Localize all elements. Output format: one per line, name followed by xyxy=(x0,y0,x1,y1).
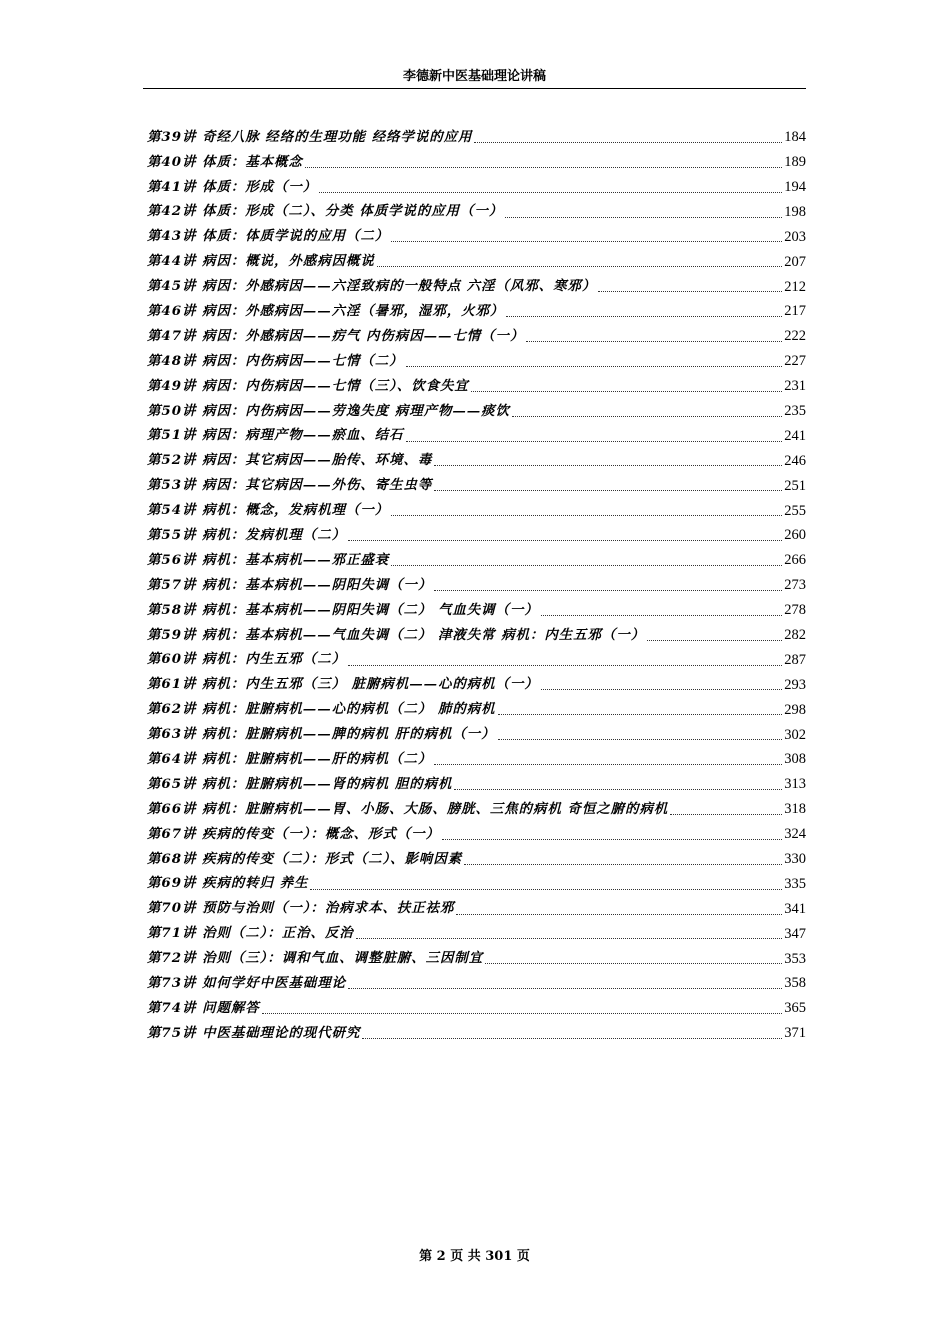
toc-dot-leader xyxy=(406,366,783,367)
toc-entry-title: 第39讲 奇经八脉 经络的生理功能 经络学说的应用 xyxy=(147,128,473,145)
toc-entry-page: 260 xyxy=(784,527,806,544)
toc-entry[interactable] xyxy=(147,697,806,722)
page-footer: 第 2 页 共 301 页 xyxy=(419,1249,530,1264)
toc-dot-leader xyxy=(471,391,782,392)
page-header: 李德新中医基础理论讲稿 xyxy=(402,69,546,84)
toc-entry-page: 255 xyxy=(784,502,806,519)
toc-dot-leader xyxy=(670,814,782,815)
toc-entry-title: 第66讲 病机：脏腑病机——胃、小肠、大肠、膀胱、三焦的病机 奇恒之腑的病机 xyxy=(147,800,669,817)
toc-entry-title: 第42讲 体质：形成（二）、分类 体质学说的应用（一） xyxy=(147,203,504,220)
toc-dot-leader xyxy=(598,291,782,292)
toc-dot-leader xyxy=(506,316,782,317)
toc-entry-page: 298 xyxy=(784,701,806,718)
toc-entry-page: 251 xyxy=(784,477,806,494)
toc-entry-page: 198 xyxy=(784,203,806,220)
toc-entry[interactable] xyxy=(147,175,806,200)
toc-entry-title: 第67讲 疾病的传变（一）：概念、形式（一） xyxy=(147,825,441,842)
toc-entry[interactable] xyxy=(147,200,806,225)
toc-entry-title: 第44讲 病因：概说，外感病因概说 xyxy=(147,253,375,270)
toc-entry-page: 194 xyxy=(784,178,806,195)
table-of-contents xyxy=(147,125,806,1046)
toc-entry-title: 第58讲 病机：基本病机——阴阳失调（二） 气血失调（一） xyxy=(147,601,539,618)
toc-entry-title: 第60讲 病机：内生五邪（二） xyxy=(147,651,346,668)
toc-dot-leader xyxy=(391,515,782,516)
toc-entry[interactable] xyxy=(147,996,806,1021)
toc-entry-page: 330 xyxy=(784,851,806,868)
toc-entry[interactable] xyxy=(147,797,806,822)
toc-entry-page: 203 xyxy=(784,228,806,245)
toc-entry-page: 308 xyxy=(784,751,806,768)
toc-entry[interactable] xyxy=(147,648,806,673)
toc-entry[interactable] xyxy=(147,399,806,424)
toc-entry[interactable] xyxy=(147,897,806,922)
toc-entry-page: 241 xyxy=(784,427,806,444)
toc-entry[interactable] xyxy=(147,424,806,449)
toc-entry-title: 第62讲 病机：脏腑病机——心的病机（二） 肺的病机 xyxy=(147,701,496,718)
toc-entry[interactable] xyxy=(147,498,806,523)
toc-entry-title: 第52讲 病因：其它病因——胎传、环境、毒 xyxy=(147,452,433,469)
toc-entry-page: 365 xyxy=(784,1000,806,1017)
toc-entry[interactable] xyxy=(147,922,806,947)
toc-entry-page: 212 xyxy=(784,278,806,295)
toc-entry[interactable] xyxy=(147,573,806,598)
toc-entry-title: 第45讲 病因：外感病因——六淫致病的一般特点 六淫（风邪、寒邪） xyxy=(147,278,597,295)
toc-entry[interactable] xyxy=(147,772,806,797)
toc-dot-leader xyxy=(647,640,782,641)
toc-entry[interactable] xyxy=(147,872,806,897)
toc-entry-page: 184 xyxy=(784,129,806,146)
toc-entry-page: 231 xyxy=(784,378,806,395)
toc-entry-page: 302 xyxy=(784,726,806,743)
toc-dot-leader xyxy=(356,938,783,939)
toc-entry-title: 第54讲 病机：概念，发病机理（一） xyxy=(147,502,390,519)
toc-dot-leader xyxy=(391,241,782,242)
toc-entry[interactable] xyxy=(147,274,806,299)
toc-entry-title: 第41讲 体质：形成（一） xyxy=(147,178,318,195)
toc-entry-page: 347 xyxy=(784,925,806,942)
toc-entry[interactable] xyxy=(147,125,806,150)
toc-entry-title: 第72讲 治则（三）：调和气血、调整脏腑、三因制宜 xyxy=(147,950,484,967)
toc-entry[interactable] xyxy=(147,548,806,573)
toc-dot-leader xyxy=(362,1038,782,1039)
toc-dot-leader xyxy=(456,914,782,915)
toc-entry-page: 207 xyxy=(784,253,806,270)
toc-dot-leader xyxy=(434,764,782,765)
toc-dot-leader xyxy=(474,142,782,143)
toc-entry[interactable] xyxy=(147,847,806,872)
toc-entry-title: 第64讲 病机：脏腑病机——肝的病机（二） xyxy=(147,751,433,767)
toc-entry[interactable] xyxy=(147,747,806,772)
toc-dot-leader xyxy=(391,565,782,566)
toc-entry-title: 第74讲 问题解答 xyxy=(147,999,260,1016)
toc-entry-title: 第40讲 体质：基本概念 xyxy=(147,153,303,170)
toc-dot-leader xyxy=(505,217,782,218)
toc-entry-page: 282 xyxy=(784,627,806,643)
toc-dot-leader xyxy=(485,963,782,964)
header-divider xyxy=(143,88,806,89)
toc-entry-title: 第73讲 如何学好中医基础理论 xyxy=(147,975,346,992)
toc-entry-page: 266 xyxy=(784,552,806,569)
toc-entry-title: 第70讲 预防与治则（一）：治病求本、扶正祛邪 xyxy=(147,900,455,917)
toc-entry-page: 358 xyxy=(784,975,806,992)
toc-entry[interactable] xyxy=(147,971,806,996)
toc-entry[interactable] xyxy=(147,249,806,274)
toc-entry-page: 353 xyxy=(784,950,806,967)
toc-entry-page: 235 xyxy=(784,402,806,419)
toc-entry[interactable] xyxy=(147,374,806,399)
toc-dot-leader xyxy=(377,266,782,267)
toc-entry-page: 371 xyxy=(784,1025,806,1042)
toc-entry-title: 第57讲 病机：基本病机——阴阳失调（一） xyxy=(147,576,433,593)
toc-entry[interactable] xyxy=(147,623,806,648)
toc-entry-title: 第65讲 病机：脏腑病机——肾的病机 胆的病机 xyxy=(147,775,453,792)
toc-entry[interactable] xyxy=(147,946,806,971)
toc-dot-leader xyxy=(319,192,782,193)
toc-entry-page: 227 xyxy=(784,353,806,370)
toc-entry-page: 341 xyxy=(784,900,806,917)
toc-dot-leader xyxy=(512,416,782,417)
toc-entry-title: 第46讲 病因：外感病因——六淫（暑邪，湿邪，火邪） xyxy=(147,302,505,319)
toc-dot-leader xyxy=(262,1013,783,1014)
toc-entry-page: 222 xyxy=(784,328,806,345)
toc-entry[interactable] xyxy=(147,1021,806,1046)
toc-entry-title: 第49讲 病因：内伤病因——七情（三）、饮食失宜 xyxy=(147,377,469,394)
toc-dot-leader xyxy=(305,167,782,168)
toc-entry-title: 第53讲 病因：其它病因——外伤、寄生虫等 xyxy=(147,477,433,494)
toc-dot-leader xyxy=(348,988,782,989)
toc-entry-title: 第59讲 病机：基本病机——气血失调（二） 津液失常 病机：内生五邪（一） xyxy=(147,626,646,643)
toc-entry-title: 第71讲 治则（二）：正治、反治 xyxy=(147,925,354,942)
toc-entry-title: 第55讲 病机：发病机理（二） xyxy=(147,526,346,543)
toc-entry-page: 324 xyxy=(784,826,806,843)
toc-entry-title: 第47讲 病因：外感病因——疠气 内伤病因——七情（一） xyxy=(147,327,525,344)
toc-entry-page: 278 xyxy=(784,602,806,619)
toc-entry-page: 293 xyxy=(784,676,806,693)
toc-entry-title: 第61讲 病机：内生五邪（三） 脏腑病机——心的病机（一） xyxy=(147,676,539,693)
toc-entry[interactable] xyxy=(147,324,806,349)
toc-dot-leader xyxy=(498,714,783,715)
toc-entry[interactable] xyxy=(147,299,806,324)
toc-dot-leader xyxy=(348,540,782,541)
toc-entry[interactable] xyxy=(147,673,806,698)
toc-dot-leader xyxy=(442,839,782,840)
toc-entry-title: 第68讲 疾病的传变（二）：形式（二）、影响因素 xyxy=(147,850,463,867)
toc-dot-leader xyxy=(406,441,783,442)
toc-entry-page: 287 xyxy=(784,651,806,668)
toc-entry[interactable] xyxy=(147,722,806,747)
toc-entry-page: 318 xyxy=(784,801,806,818)
toc-entry-page: 273 xyxy=(784,577,806,594)
toc-entry[interactable] xyxy=(147,473,806,498)
toc-entry-title: 第50讲 病因：内伤病因——劳逸失度 病理产物——痰饮 xyxy=(147,402,510,419)
toc-dot-leader xyxy=(526,341,782,342)
toc-entry-page: 217 xyxy=(784,303,806,320)
toc-dot-leader xyxy=(434,465,782,466)
toc-dot-leader xyxy=(434,490,782,491)
toc-entry[interactable] xyxy=(147,150,806,175)
toc-entry-page: 189 xyxy=(784,154,806,171)
toc-dot-leader xyxy=(541,615,783,616)
toc-dot-leader xyxy=(434,590,782,591)
toc-dot-leader xyxy=(454,789,782,790)
toc-entry-title: 第63讲 病机：脏腑病机——脾的病机 肝的病机（一） xyxy=(147,726,496,743)
toc-dot-leader xyxy=(498,739,783,740)
toc-entry-title: 第43讲 体质：体质学说的应用（二） xyxy=(147,228,390,245)
toc-entry-title: 第48讲 病因：内伤病因——七情（二） xyxy=(147,352,404,369)
toc-entry[interactable] xyxy=(147,523,806,548)
toc-entry[interactable] xyxy=(147,225,806,250)
toc-dot-leader xyxy=(348,665,782,666)
toc-dot-leader xyxy=(541,689,783,690)
toc-entry[interactable] xyxy=(147,822,806,847)
toc-entry-title: 第51讲 病因：病理产物——瘀血、结石 xyxy=(147,427,404,444)
toc-entry-title: 第56讲 病机：基本病机——邪正盛衰 xyxy=(147,551,390,568)
toc-entry[interactable] xyxy=(147,449,806,474)
toc-dot-leader xyxy=(464,864,782,865)
toc-entry-page: 246 xyxy=(784,452,806,469)
toc-entry[interactable] xyxy=(147,349,806,374)
toc-entry-title: 第75讲 中医基础理论的现代研究 xyxy=(147,1024,361,1041)
toc-entry-title: 第69讲 疾病的转归 养生 xyxy=(147,875,309,892)
toc-entry[interactable] xyxy=(147,598,806,623)
toc-dot-leader xyxy=(310,889,782,890)
toc-entry-page: 335 xyxy=(784,875,806,892)
toc-entry-page: 313 xyxy=(784,776,806,793)
